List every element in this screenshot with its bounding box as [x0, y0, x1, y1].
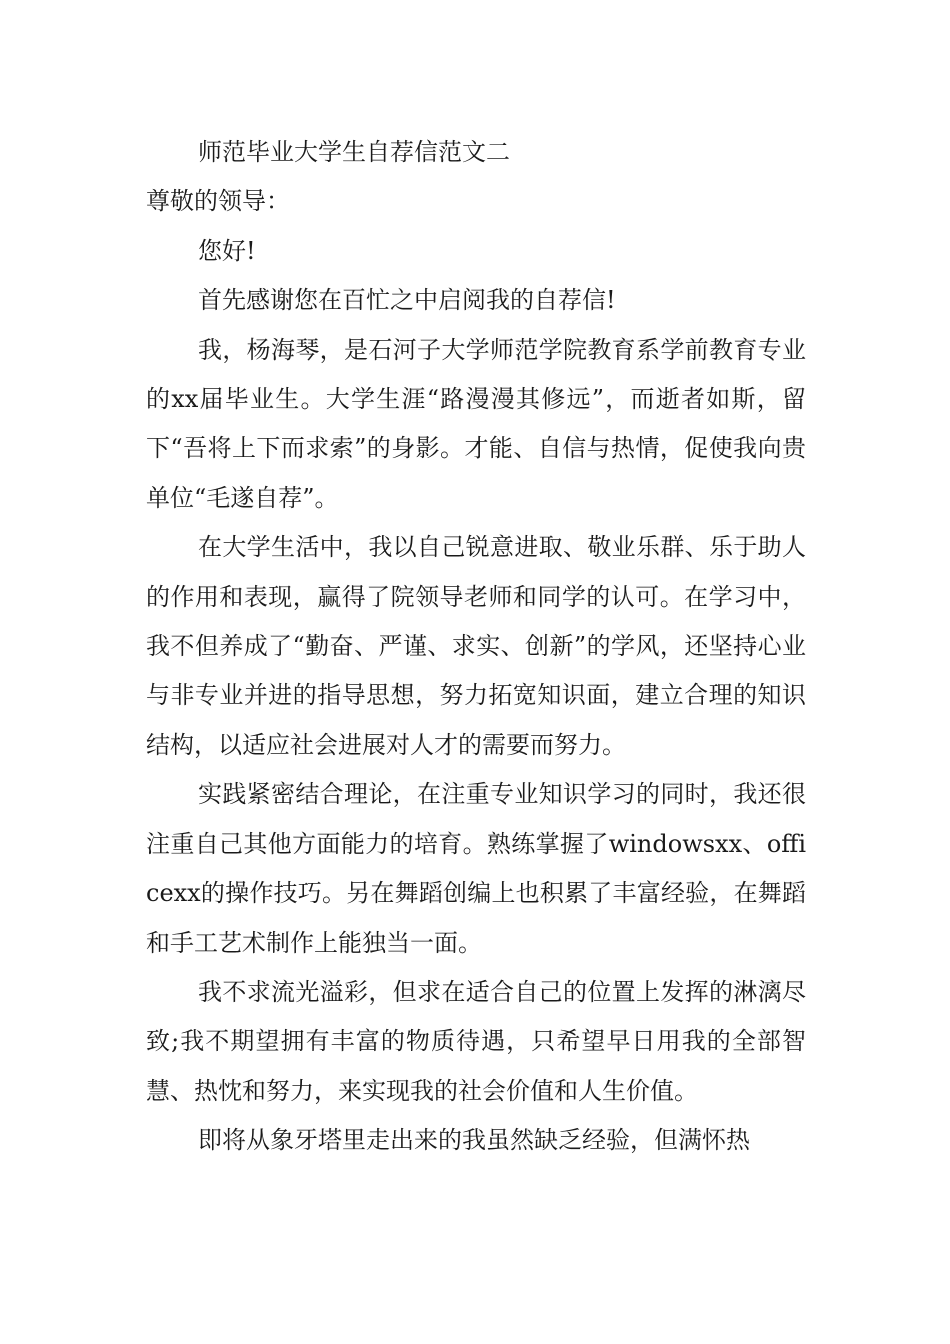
paragraph-thanks: 首先感谢您在百忙之中启阅我的自荐信!	[198, 286, 616, 315]
letter-greeting: 您好!	[198, 236, 256, 265]
paragraph-aspirations: 我不求流光溢彩，但求在适合自己的位置上发挥的淋漓尽致;我不期望拥有丰富的物质待遇，只希望早日用我的全部智慧、热忱和努力，来实现我的社会价值和人生价值。	[146, 977, 806, 1105]
paragraph-practical-skills: 实践紧密结合理论，在注重专业知识学习的同时，我还很注重自己其他方面能力的培育。熟练掌握了windowsxx、officexx的操作技巧。另在舞蹈创编上也积累了丰富经验，在舞蹈和手工艺术制作上能独当一面。	[146, 780, 806, 957]
paragraph-introduction: 我，杨海琴，是石河子大学师范学院教育系学前教育专业的xx届毕业生。大学生涯“路漫漫其修远”，而逝者如斯，留下“吾将上下而求索”的身影。才能、自信与热情，促使我向贵单位“毛遂自荐”。	[146, 335, 806, 512]
paragraph-closing-partial: 即将从象牙塔里走出来的我虽然缺乏经验，但满怀热	[198, 1126, 750, 1155]
paragraph-university-life: 在大学生活中，我以自己锐意进取、敬业乐群、乐于助人的作用和表现，赢得了院领导老师和同学的认可。在学习中，我不但养成了“勤奋、严谨、求实、创新”的学风，还坚持心业与非专业并进的指导思想，努力拓宽知识面，建立合理的知识结构，以适应社会进展对人才的需要而努力。	[146, 533, 806, 759]
letter-salutation: 尊敬的领导：	[146, 187, 290, 216]
letter-body	[146, 128, 806, 1166]
letter-title: 师范毕业大学生自荐信范文二	[198, 138, 510, 166]
